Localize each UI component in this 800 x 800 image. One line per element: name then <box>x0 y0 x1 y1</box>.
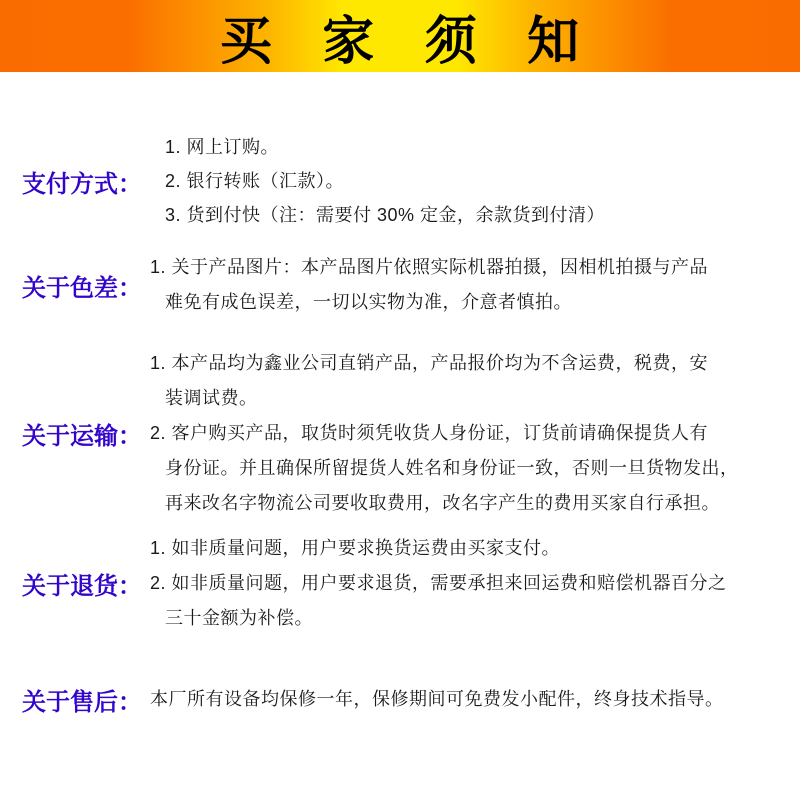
notice-line: 3. 货到付快（注：需要付 30% 定金，余款货到付清） <box>165 205 606 225</box>
notice-line: 2. 客户购买产品，取货时须凭收货人身份证，订货前请确保提货人有 <box>150 423 709 443</box>
notice-line: 1. 关于产品图片：本产品图片依照实际机器拍摄，因相机拍摄与产品 <box>150 257 709 277</box>
notice-line: 1. 本产品均为鑫业公司直销产品，产品报价均为不含运费，税费，安 <box>150 353 709 373</box>
notice-line: 2. 银行转账（汇款）。 <box>165 171 345 191</box>
notice-line: 再来改名字物流公司要收取费用，改名字产生的费用买家自行承担。 <box>165 493 720 513</box>
section-after-sale <box>0 682 800 717</box>
section-shipping <box>0 346 800 521</box>
section-payment <box>0 130 800 232</box>
notice-banner <box>0 0 800 72</box>
section-color-difference <box>0 250 800 320</box>
notice-line: 1. 如非质量问题，用户要求换货运费由买家支付。 <box>150 538 561 558</box>
notice-line: 2. 如非质量问题，用户要求退货，需要承担来回运费和赔偿机器百分之 <box>150 573 727 593</box>
notice-line: 难免有成色误差，一切以实物为准，介意者慎拍。 <box>165 292 572 312</box>
section-content-shipping <box>150 346 739 521</box>
banner-title: 买 家 须 知 <box>219 12 581 71</box>
section-label-color-difference: 关于色差： <box>22 274 142 302</box>
section-content-payment <box>150 130 605 232</box>
section-returns <box>0 531 800 636</box>
section-label-after-sale: 关于售后： <box>22 689 142 716</box>
notice-line: 1. 网上订购。 <box>165 137 280 157</box>
section-content-returns <box>150 531 727 636</box>
section-label-payment: 支付方式： <box>22 170 142 198</box>
section-label-returns: 关于退货： <box>22 573 142 600</box>
section-label-shipping: 关于运输： <box>22 423 142 450</box>
section-content-color-difference <box>150 250 708 320</box>
notice-line: 本厂所有设备均保修一年，保修期间可免费发小配件，终身技术指导。 <box>150 689 724 709</box>
notice-line: 三十金额为补偿。 <box>165 608 313 628</box>
notice-line: 身份证。并且确保所留提货人姓名和身份证一致，否则一旦货物发出， <box>165 458 739 478</box>
notice-line: 装调试费。 <box>165 388 258 408</box>
section-content-after-sale <box>150 682 724 717</box>
